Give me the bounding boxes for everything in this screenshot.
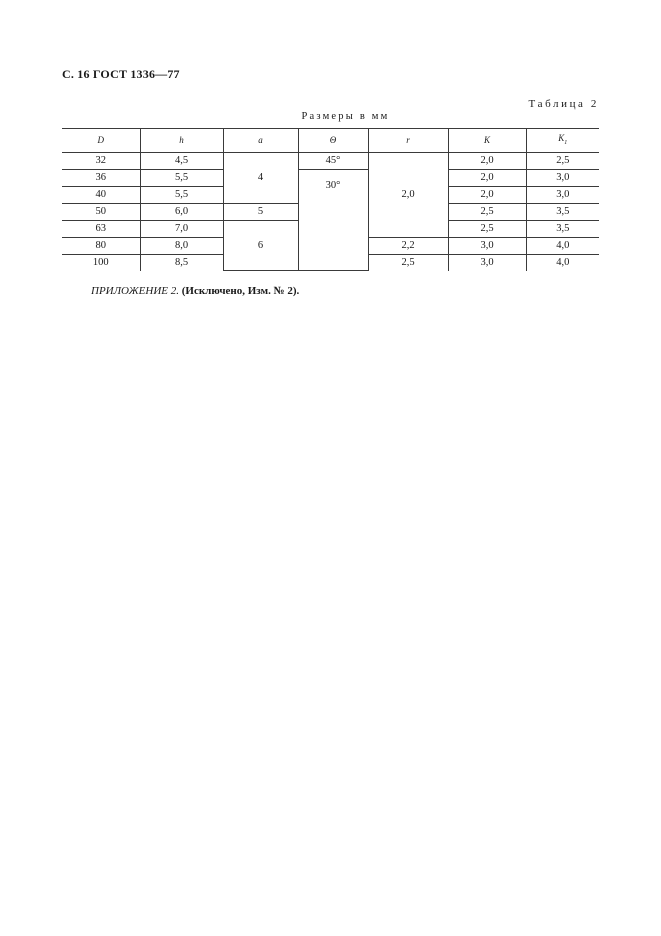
cell-r: 2,2 <box>368 237 448 254</box>
cell-r: 2,5 <box>368 254 448 271</box>
cell-theta: 45° <box>298 152 368 169</box>
cell-h: 6,0 <box>140 203 223 220</box>
cell-k1: 3,5 <box>526 203 599 220</box>
cell-h: 8,0 <box>140 237 223 254</box>
cell-k1: 2,5 <box>526 152 599 169</box>
cell-k1: 4,0 <box>526 254 599 271</box>
table-row <box>62 169 599 186</box>
cell-a-merged: 4 <box>223 152 298 203</box>
cell-h: 4,5 <box>140 152 223 169</box>
col-header-d: D <box>62 129 140 153</box>
col-header-theta: Θ <box>298 129 368 153</box>
cell-k1: 3,0 <box>526 186 599 203</box>
page-header: С. 16 ГОСТ 1336—77 <box>62 67 180 81</box>
cell-k: 2,5 <box>448 203 526 220</box>
cell-r-merged: 2,0 <box>368 152 448 237</box>
cell-k: 3,0 <box>448 237 526 254</box>
appendix-note-prefix: ПРИЛОЖЕНИЕ 2. <box>91 285 179 297</box>
appendix-note-text: (Исключено, Изм. № 2). <box>181 285 300 297</box>
table-header-row <box>62 129 599 153</box>
col-header-k1 <box>526 129 599 153</box>
cell-d: 63 <box>62 220 140 237</box>
cell-k1: 4,0 <box>526 237 599 254</box>
cell-d: 100 <box>62 254 140 271</box>
appendix-note <box>91 285 299 297</box>
cell-theta-merged: 30° <box>298 169 368 271</box>
cell-d: 80 <box>62 237 140 254</box>
table-number-label: Таблица 2 <box>528 98 599 110</box>
cell-k: 2,0 <box>448 186 526 203</box>
cell-k1: 3,0 <box>526 169 599 186</box>
cell-d: 36 <box>62 169 140 186</box>
cell-h: 8,5 <box>140 254 223 271</box>
cell-h: 7,0 <box>140 220 223 237</box>
cell-k1: 3,5 <box>526 220 599 237</box>
col-header-h: h <box>140 129 223 153</box>
col-header-a: a <box>223 129 298 153</box>
cell-d: 50 <box>62 203 140 220</box>
cell-k: 2,0 <box>448 152 526 169</box>
cell-h: 5,5 <box>140 186 223 203</box>
cell-d: 32 <box>62 152 140 169</box>
col-header-k1-letter: K <box>558 133 565 143</box>
cell-d: 40 <box>62 186 140 203</box>
col-header-r: r <box>368 129 448 153</box>
cell-k: 2,5 <box>448 220 526 237</box>
cell-a-merged: 6 <box>223 220 298 271</box>
units-caption: Размеры в мм <box>301 111 390 122</box>
cell-k: 2,0 <box>448 169 526 186</box>
cell-a: 5 <box>223 203 298 220</box>
cell-h: 5,5 <box>140 169 223 186</box>
dimensions-table <box>62 128 599 271</box>
col-header-k1-subscript: 1 <box>564 139 568 146</box>
table-row <box>62 152 599 169</box>
cell-k: 3,0 <box>448 254 526 271</box>
col-header-k: K <box>448 129 526 153</box>
